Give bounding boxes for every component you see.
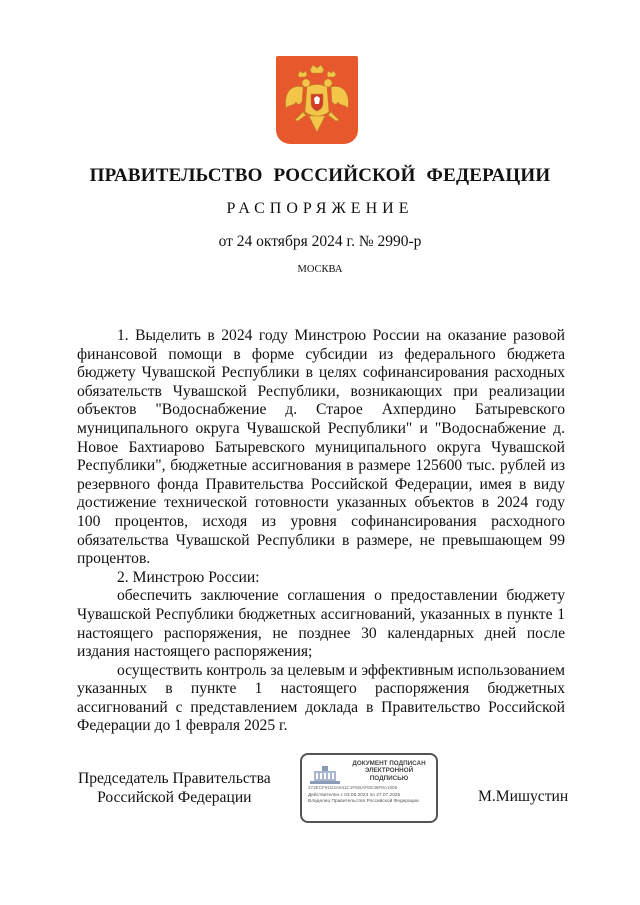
- signatory-position: [78, 770, 271, 807]
- paragraph-1: 1. Выделить в 2024 году Минстрою России на оказание разовой финансовой помощи в форме субсидии из федерального бюджета бюджету Чувашской Республики в целях софинансирования расходных обязательств Чувашской Республики, возникающих при реализации объектов "Водоснабжение д. Старое Ахпердино Батыревского муниципального округа Чувашской Республики" и "Водоснабжение д. Новое Бахтиарово Батыревского муниципального округа Чувашской Республики", бюджетные ассигнования в размере 125600 тыс. рублей из резервного фонда Правительства Российской Федерации, имея в виду достижение технической готовности указанных объектов в 2024 году 100 процентов, исходя из уровня софинансирования расходного обязательства Чувашской Республики в размере, не превышающем 99 процентов.: [77, 327, 565, 568]
- document-city: МОСКВА: [297, 264, 343, 275]
- government-building-icon: [308, 763, 342, 785]
- signatory-name: М.Мишустин: [478, 788, 569, 805]
- electronic-signature-stamp: [300, 753, 438, 823]
- position-line-1: Председатель Правительства: [78, 770, 271, 787]
- document-type: РАСПОРЯЖЕНИЕ: [226, 200, 414, 217]
- document-body: [77, 327, 565, 736]
- government-title: ПРАВИТЕЛЬСТВО РОССИЙСКОЙ ФЕДЕРАЦИИ: [89, 165, 551, 186]
- russian-coat-of-arms-icon: [276, 56, 358, 144]
- stamp-title: ДОКУМЕНТ ПОДПИСАН ЭЛЕКТРОННОЙ ПОДПИСЬЮ: [352, 760, 426, 782]
- paragraph-4: осуществить контроль за целевым и эффективным использованием указанных в пункте 1 настоящего распоряжения бюджетных ассигнований с представлением доклада в Правительство Российской Федерации до 1 февраля 2025 г.: [77, 661, 565, 735]
- document-date-number: от 24 октября 2024 г. № 2990-р: [218, 233, 422, 250]
- position-line-2: Российской Федерации: [97, 788, 252, 806]
- paragraph-2: 2. Минстрою России:: [117, 568, 260, 586]
- stamp-certificate: 272ECF91D4A041C1FEBAFEE36F8A1006: [308, 785, 398, 790]
- paragraph-3: обеспечить заключение соглашения о предоставлении бюджету Чувашской Республики бюджетных ассигнований, указанных в пункте 1 настоящего распоряжения, не позднее 30 календарных дней после издания настоящего распоряжения;: [77, 587, 565, 661]
- stamp-validity: Действителен с 03.05.2024 по 27.07.2025 Владелец Правительство Российской Федерации: [308, 793, 419, 804]
